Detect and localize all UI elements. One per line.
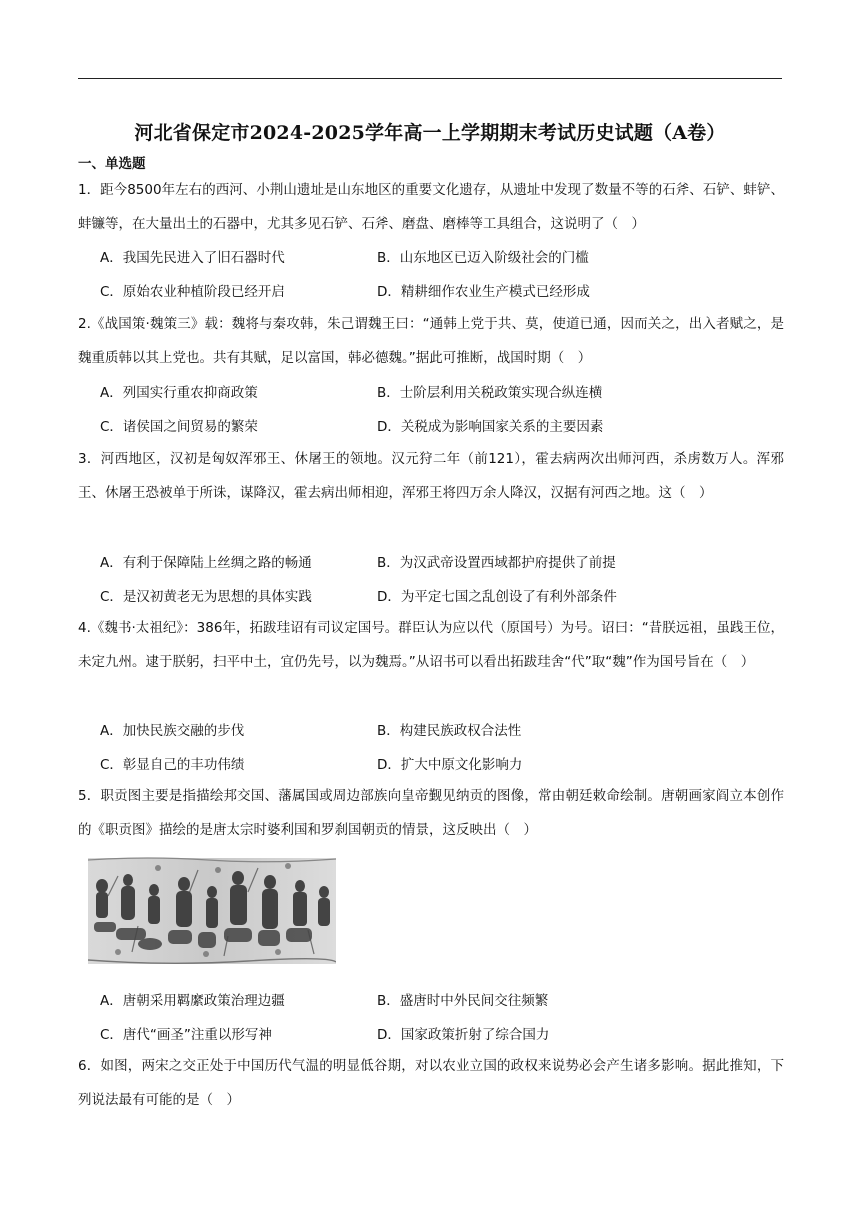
question-4-stem: 4.《魏书·太祖纪》：386年，拓跋珪诏有司议定国号。群臣认为应以代（原国号）为号。诏曰：“昔朕远祖，虽践王位，未定九州。逮于朕躬，扫平中土，宜仍先号，以为魏焉。”从诏书可以看出拓跋珪舍“代”取“魏”作为国号旨在（ ） [78, 620, 784, 670]
question-2-stem: 2.《战国策·魏策三》载：魏将与秦攻韩，朱己谓魏王曰：“通韩上党于共、莫，使道已通，因而关之，出入者赋之，是魏重质韩以其上党也。共有其赋，足以富国，韩必德魏。”据此可推断，战国时期（ ） [78, 316, 784, 366]
tribute-painting-image [88, 856, 336, 968]
option-a: A．加快民族交融的步伐 [100, 723, 245, 739]
header-rule [78, 78, 782, 79]
option-b: B．盛唐时中外民间交往频繁 [377, 993, 549, 1009]
option-b: B．山东地区已迈入阶级社会的门槛 [377, 250, 589, 266]
option-c: C．是汉初黄老无为思想的具体实践 [100, 589, 312, 605]
option-d: D．为平定七国之乱创设了有利外部条件 [377, 589, 617, 605]
option-b: B．构建民族政权合法性 [377, 723, 522, 739]
option-d: D．扩大中原文化影响力 [377, 757, 523, 773]
option-d: D．国家政策折射了综合国力 [377, 1027, 550, 1043]
option-c: C．唐代“画圣”注重以形写神 [100, 1027, 272, 1043]
option-c: C．彰显自己的丰功伟绩 [100, 757, 245, 773]
question-1-options [100, 239, 740, 307]
question-1-stem: 1．距今8500年左右的西河、小荆山遗址是山东地区的重要文化遗存，从遗址中发现了数量不等的石斧、石铲、蚌铲、蚌镰等，在大量出土的石器中，尤其多见石铲、石斧、磨盘、磨棒等工具组合，这说明了（ ） [78, 182, 784, 232]
question-4-options [100, 712, 740, 780]
question-3-options [100, 544, 740, 612]
option-d: D．关税成为影响国家关系的主要因素 [377, 419, 604, 435]
question-5-options [100, 982, 740, 1050]
question-5-stem: 5．职贡图主要是指描绘邦交国、藩属国或周边部族向皇帝觐见纳贡的图像，常由朝廷敕命绘制。唐朝画家阎立本创作的《职贡图》描绘的是唐太宗时婆利国和罗刹国朝贡的情景，这反映出（ ） [78, 788, 784, 838]
option-a: A．列国实行重农抑商政策 [100, 385, 258, 401]
option-b: B．为汉武帝设置西域都护府提供了前提 [377, 555, 616, 571]
section-heading: 一、单选题 [78, 156, 146, 172]
option-a: A．唐朝采用羁縻政策治理边疆 [100, 993, 285, 1009]
option-a: A．有利于保障陆上丝绸之路的畅通 [100, 555, 312, 571]
option-c: C．原始农业种植阶段已经开启 [100, 284, 285, 300]
question-6-stem: 6．如图，两宋之交正处于中国历代气温的明显低谷期，对以农业立国的政权来说势必会产生诸多影响。据此推知，下列说法最有可能的是（ ） [78, 1058, 784, 1108]
option-b: B．士阶层利用关税政策实现合纵连横 [377, 385, 603, 401]
question-2-options [100, 374, 740, 442]
option-d: D．精耕细作农业生产模式已经形成 [377, 284, 590, 300]
option-c: C．诸侯国之间贸易的繁荣 [100, 419, 258, 435]
exam-title: 河北省保定市2024-2025学年高一上学期期末考试历史试题（A卷） [134, 122, 726, 144]
option-a: A．我国先民进入了旧石器时代 [100, 250, 285, 266]
question-3-stem: 3．河西地区，汉初是匈奴浑邪王、休屠王的领地。汉元狩二年（前121），霍去病两次出师河西，杀虏数万人。浑邪王、休屠王恐被单于所诛，谋降汉，霍去病出师相迎，浑邪王将四万余人降汉，汉据有河西之地。这（ ） [78, 451, 784, 501]
